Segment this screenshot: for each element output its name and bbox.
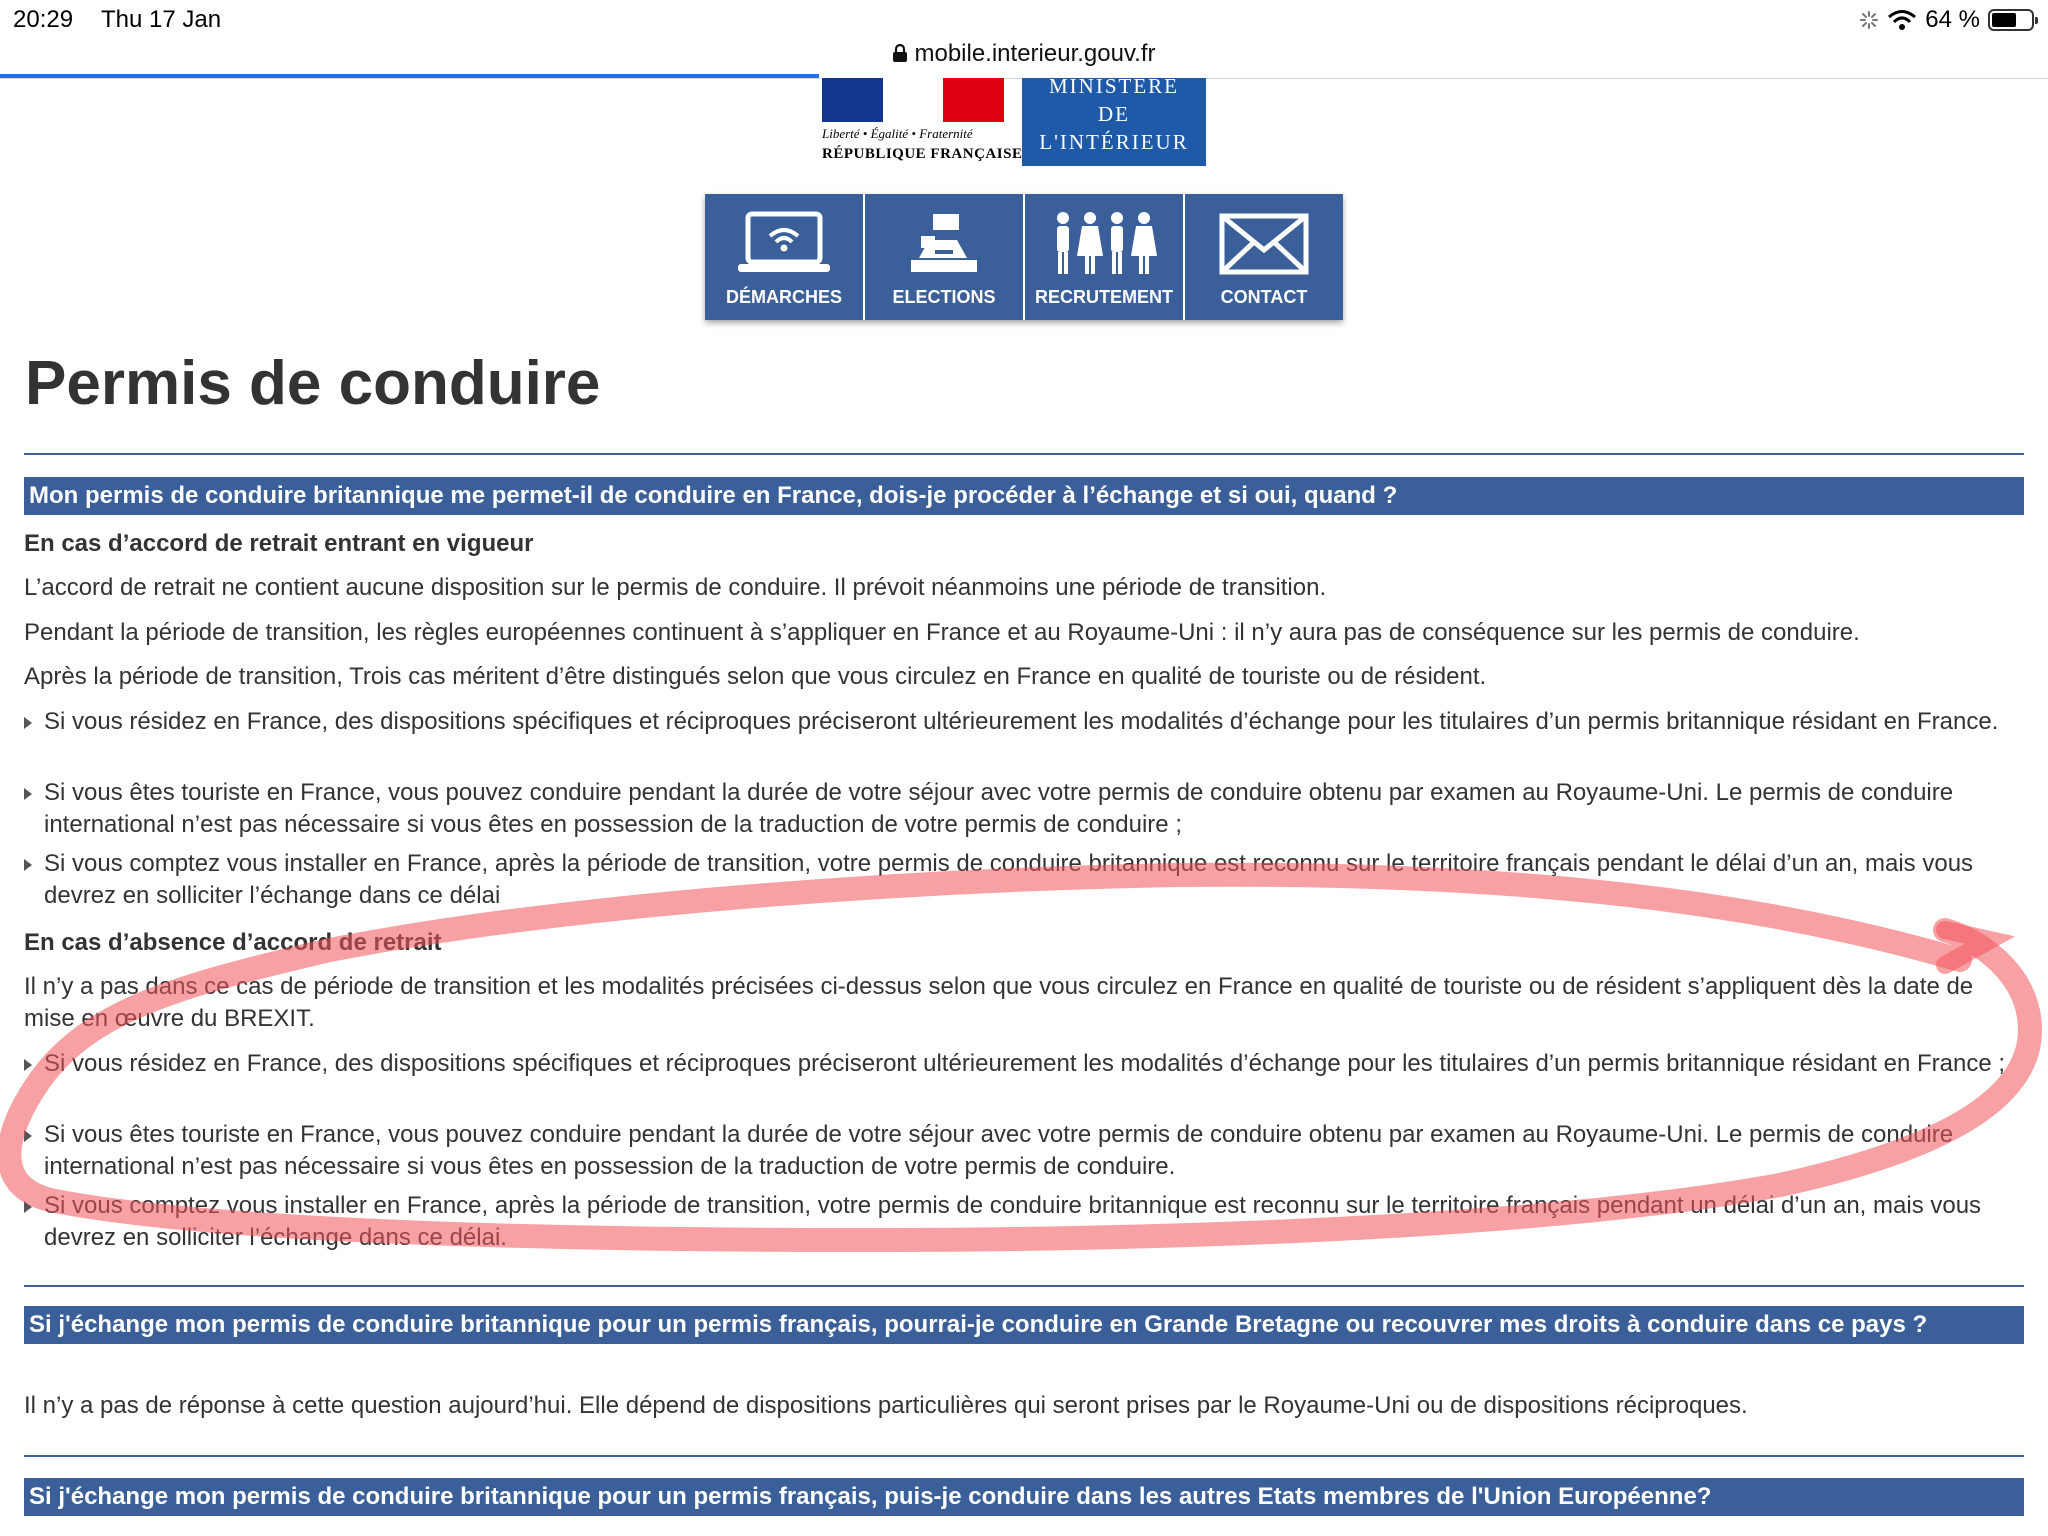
section-divider bbox=[24, 1455, 2024, 1457]
republique-francaise-logo[interactable] bbox=[820, 78, 1023, 166]
list-item bbox=[24, 1048, 2020, 1080]
bullet-arrow-icon bbox=[24, 717, 32, 729]
nav-recrutement[interactable] bbox=[1025, 194, 1183, 320]
nav-recrutement-label: RECRUTEMENT bbox=[1035, 287, 1173, 307]
battery-icon bbox=[1988, 9, 2034, 31]
paragraph-4: Il n’y a pas dans ce cas de période de transition et les modalités précisées ci-dessus selon que vous circulez en France en qualité de touriste ou de résident s’appliquent dès la date de mise en œuvre du BREXIT. bbox=[24, 973, 1974, 1032]
paragraph-1: L’accord de retrait ne contient aucune disposition sur le permis de conduire. Il prévoit néanmoins une période de transition. bbox=[24, 574, 1327, 601]
section-divider bbox=[24, 1285, 2024, 1287]
status-bar bbox=[0, 0, 2048, 40]
battery-fill bbox=[1992, 13, 2016, 27]
ministere-line1: MINISTÈRE bbox=[1049, 74, 1179, 98]
status-time: 20:29 bbox=[13, 6, 74, 33]
activity-spinner-icon bbox=[1859, 10, 1879, 30]
list-item-text: Si vous êtes touriste en France, vous pouvez conduire pendant la durée de votre séjour avec votre permis de conduire obtenu par examen au Royaume-Uni. Le permis de conduire international n’est pas nécessaire si vous êtes en possession de la traduction de votre permis de conduire. bbox=[44, 1121, 1954, 1180]
list-item-text: Si vous résidez en France, des dispositions spécifiques et réciproques préciseront ultérieurement les modalités d’échange pour les titulaires d’un permis britannique résidant en France ; bbox=[44, 1050, 2006, 1077]
ministere-interieur-logo[interactable] bbox=[1022, 74, 1206, 166]
list-item-text: Si vous comptez vous installer en France, après la période de transition, votre permis de conduire britannique est reconnu sur le territoire français pendant le délai d’un an, mais vous devrez en solliciter l’échange dans ce délai bbox=[44, 850, 1974, 909]
subheading-absence: En cas d’absence d’accord de retrait bbox=[24, 929, 442, 956]
subheading-accord: En cas d’accord de retrait entrant en vigueur bbox=[24, 530, 534, 557]
list-item-text: Si vous êtes touriste en France, vous pouvez conduire pendant la durée de votre séjour avec votre permis de conduire obtenu par examen au Royaume-Uni. Le permis de conduire international n’est pas nécessaire si vous êtes en possession de la traduction de votre permis de conduire ; bbox=[44, 779, 1954, 838]
list-item-text: Si vous comptez vous installer en France, après la période de transition, votre permis de conduire britannique est reconnu sur le territoire français pendant un délai d’un an, mais vous devrez en solliciter l’échange dans ce délai. bbox=[44, 1192, 1982, 1251]
url-text: mobile.interieur.gouv.fr bbox=[914, 40, 1156, 67]
question-heading-2: Si j'échange mon permis de conduire britannique pour un permis français, pourrai-je conduire en Grande Bretagne ou recouvrer mes droits à conduire dans ce pays ? bbox=[24, 1306, 2024, 1344]
rf-motto: Liberté • Égalité • Fraternité bbox=[822, 126, 973, 141]
nav-elections-label: ELECTIONS bbox=[892, 287, 996, 307]
list-item bbox=[24, 1190, 2020, 1254]
laptop-wifi-icon bbox=[734, 208, 834, 278]
list-item bbox=[24, 706, 2020, 738]
ministere-line2: DE bbox=[1098, 102, 1130, 126]
question-heading-1: Mon permis de conduire britannique me permet-il de conduire en France, dois-je procéder à l’échange et si oui, quand ? bbox=[24, 477, 2024, 515]
main-nav bbox=[705, 194, 1343, 320]
marianne-flag bbox=[822, 78, 1004, 122]
bullet-arrow-icon bbox=[24, 1201, 32, 1213]
list-item-text: Si vous résidez en France, des dispositions spécifiques et réciproques préciseront ultérieurement les modalités d’échange pour les titulaires d’un permis britannique résidant en France. bbox=[44, 708, 1999, 735]
nav-contact-label: CONTACT bbox=[1220, 287, 1308, 307]
section-divider bbox=[24, 453, 2024, 455]
battery-percent: 64 % bbox=[1925, 6, 1980, 33]
url-display[interactable] bbox=[0, 40, 2048, 68]
paragraph-2: Pendant la période de transition, les règles européennes continuent à s’appliquer en France et au Royaume-Uni : il n’y aura pas de conséquence sur les permis de conduire. bbox=[24, 619, 1860, 646]
list-item bbox=[24, 777, 2020, 841]
paragraph-3: Après la période de transition, Trois cas méritent d’être distingués selon que vous circulez en France en qualité de touriste ou de résident. bbox=[24, 663, 1487, 690]
bullet-arrow-icon bbox=[24, 859, 32, 871]
nav-contact[interactable] bbox=[1185, 194, 1343, 320]
page-load-progress bbox=[0, 74, 819, 78]
answer-paragraph-2: Il n’y a pas de réponse à cette question aujourd’hui. Elle dépend de dispositions particulières qui seront prises par le Royaume-Uni ou de dispositions réciproques. bbox=[24, 1392, 1748, 1419]
bullet-arrow-icon bbox=[24, 1059, 32, 1071]
ballot-box-icon bbox=[899, 208, 989, 280]
nav-elections[interactable] bbox=[865, 194, 1023, 320]
wifi-icon bbox=[1887, 9, 1917, 31]
envelope-icon bbox=[1216, 208, 1312, 280]
bullet-arrow-icon bbox=[24, 788, 32, 800]
bullet-arrow-icon bbox=[24, 1130, 32, 1142]
nav-demarches[interactable] bbox=[705, 194, 863, 320]
list-item bbox=[24, 1119, 2020, 1183]
question-heading-3: Si j'échange mon permis de conduire britannique pour un permis français, puis-je conduire dans les autres Etats membres de l'Union Européenne? bbox=[24, 1478, 2024, 1516]
lock-icon bbox=[892, 43, 908, 63]
people-icon bbox=[1049, 208, 1159, 280]
list-item bbox=[24, 848, 2020, 912]
ministere-line3: L'INTÉRIEUR bbox=[1039, 130, 1189, 154]
page-title: Permis de conduire bbox=[25, 349, 601, 418]
status-date: Thu 17 Jan bbox=[101, 6, 222, 33]
nav-demarches-label: DÉMARCHES bbox=[725, 287, 842, 307]
rf-name: RÉPUBLIQUE FRANÇAISE bbox=[822, 146, 1023, 162]
status-right bbox=[1859, 6, 2034, 34]
